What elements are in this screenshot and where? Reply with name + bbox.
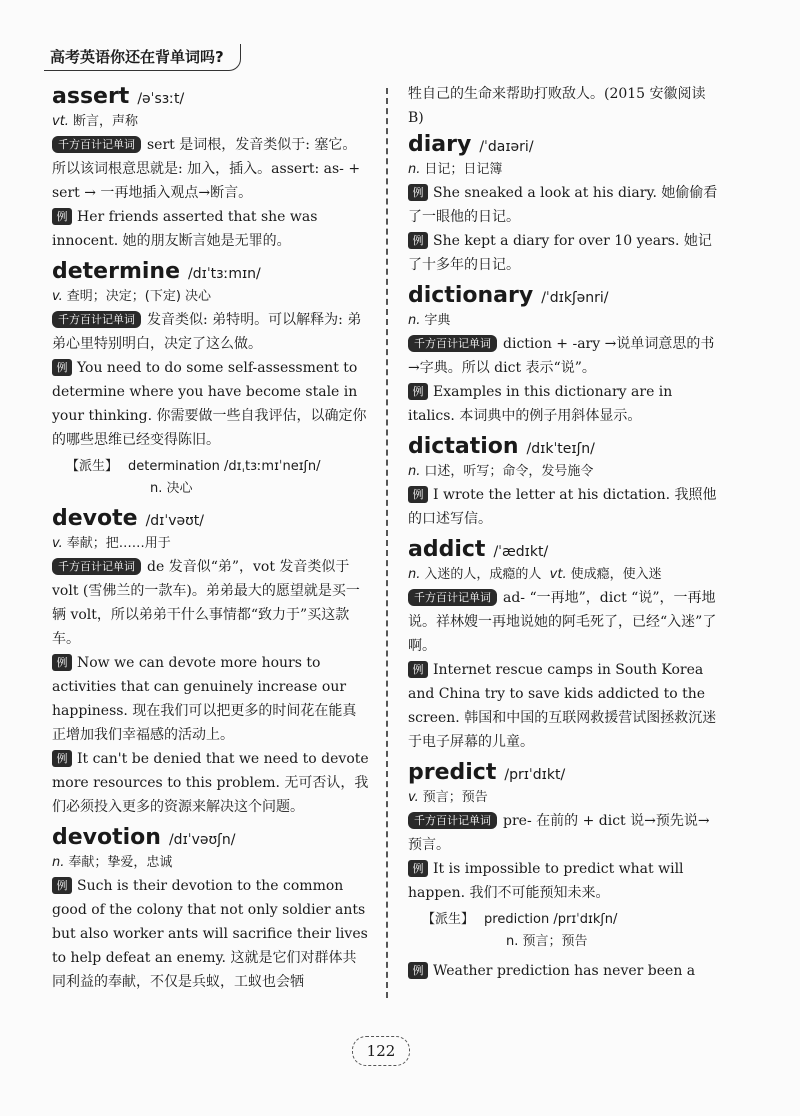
example-sentence: I wrote the letter at his dictation. 我照他的口述写信。 bbox=[408, 487, 717, 527]
derivative-word: prediction /prɪˈdɪkʃn/ bbox=[484, 912, 618, 927]
derivative-label: 【派生】 bbox=[66, 459, 119, 474]
headword: determine bbox=[52, 259, 181, 284]
example-sentence: She kept a diary for over 10 years. 她记了十多年的日记。 bbox=[408, 233, 712, 273]
phonetic: /dɪˈvəʊt/ bbox=[145, 513, 204, 529]
example-badge: 例 bbox=[408, 661, 428, 678]
part-of-speech: n. bbox=[408, 162, 421, 177]
phonetic: /ˈdaɪəri/ bbox=[479, 139, 534, 155]
example-sentence: Now we can devote more hours to activities that can genuinely increase our happiness. 现在我们可以把更多的时间花在能真正增加我们幸福感的活动上。 bbox=[52, 655, 357, 743]
continued-text: 牲自己的生命来帮助打败敌人。(2015 安徽阅读 B) bbox=[408, 86, 706, 126]
page-number: 122 bbox=[352, 1036, 410, 1066]
entry-devotion bbox=[52, 825, 370, 994]
meaning: 口述，听写；命令，发号施令 bbox=[424, 464, 594, 479]
meaning: 断言，声称 bbox=[72, 114, 138, 129]
part-of-speech: n. bbox=[408, 464, 421, 479]
memory-tip: ad- “一再地”，dict “说”，一再地说。祥林嫂一再地说她的阿毛死了，已经“入迷”了啊。 bbox=[408, 590, 717, 654]
part-of-speech: n. bbox=[408, 567, 421, 582]
entry-dictation bbox=[408, 434, 718, 531]
part-of-speech: v. bbox=[52, 536, 63, 551]
column-divider bbox=[386, 88, 388, 998]
headword: devotion bbox=[52, 825, 161, 850]
example-sentence: It is impossible to predict what will happen. 我们不可能预知未来。 bbox=[408, 861, 684, 901]
example-sentence: Her friends asserted that she was innocent. 她的朋友断言她是无罪的。 bbox=[52, 209, 318, 249]
example-badge: 例 bbox=[52, 654, 72, 671]
example-sentence: She sneaked a look at his diary. 她偷偷看了一眼他的日记。 bbox=[408, 185, 718, 225]
example-badge: 例 bbox=[408, 383, 428, 400]
phonetic: /ˈædɪkt/ bbox=[493, 544, 549, 560]
example-sentence: You need to do some self-assessment to determine where you have become stale in your thinking. 你需要做一些自我评估，以确定你的哪些思维已经变得陈旧。 bbox=[52, 360, 367, 448]
meaning-2: 使成瘾，使入迷 bbox=[570, 567, 662, 582]
headword: dictionary bbox=[408, 283, 534, 308]
example-badge: 例 bbox=[52, 750, 72, 767]
phonetic: /dɪˈvəʊʃn/ bbox=[168, 832, 236, 848]
meaning: 入迷的人，成瘾的人 bbox=[424, 567, 542, 582]
example-badge: 例 bbox=[408, 962, 428, 979]
part-of-speech: v. bbox=[52, 289, 63, 304]
headword: assert bbox=[52, 84, 130, 109]
entry-devote bbox=[52, 506, 370, 819]
memory-tip-badge: 千方百计记单词 bbox=[52, 311, 141, 328]
phonetic: /ˈdɪkʃənri/ bbox=[541, 290, 609, 306]
example-badge: 例 bbox=[52, 877, 72, 894]
example-badge: 例 bbox=[408, 184, 428, 201]
derivative-meaning: n. 决心 bbox=[150, 481, 193, 496]
memory-tip: pre- 在前的 + dict 说→预先说→预言。 bbox=[408, 813, 710, 853]
example-sentence: Weather prediction has never been a bbox=[433, 963, 696, 979]
part-of-speech: n. bbox=[408, 313, 421, 328]
book-header bbox=[44, 44, 241, 71]
phonetic: /dɪkˈteɪʃn/ bbox=[526, 441, 595, 457]
memory-tip-badge: 千方百计记单词 bbox=[408, 589, 497, 606]
memory-tip-badge: 千方百计记单词 bbox=[408, 335, 497, 352]
headword: dictation bbox=[408, 434, 519, 459]
phonetic: /dɪˈtɜːmɪn/ bbox=[188, 266, 261, 282]
part-of-speech-2: vt. bbox=[549, 567, 567, 582]
phonetic: /əˈsɜːt/ bbox=[137, 91, 185, 107]
example-badge: 例 bbox=[408, 860, 428, 877]
entry-diary bbox=[408, 132, 718, 277]
meaning: 查明；决定；(下定) 决心 bbox=[66, 289, 212, 304]
meaning: 奉献；挚爱，忠诚 bbox=[68, 855, 173, 870]
derivative bbox=[422, 909, 718, 953]
headword: devote bbox=[52, 506, 138, 531]
memory-tip: sert 是词根，发音类似于: 塞它。所以该词根意思就是: 加入，插入。assert: as- + sert → 一再地插入观点→断言。 bbox=[52, 137, 361, 201]
headword: predict bbox=[408, 760, 497, 785]
derivative-word: determination /dɪˌtɜːmɪˈneɪʃn/ bbox=[128, 459, 321, 474]
meaning: 奉献；把……用于 bbox=[66, 536, 171, 551]
example-badge: 例 bbox=[408, 486, 428, 503]
derivative bbox=[66, 456, 370, 500]
book-title: 高考英语你还在背单词吗? bbox=[50, 48, 224, 66]
memory-tip: diction + -ary →说单词意思的书→字典。所以 dict 表示“说”。 bbox=[408, 336, 715, 376]
part-of-speech: n. bbox=[52, 855, 65, 870]
example-sentence: It can't be denied that we need to devote more resources to this problem. 无可否认，我们必须投入更多的资源来解决这个问题。 bbox=[52, 751, 369, 815]
example-sentence: Internet rescue camps in South Korea and China try to save kids addicted to the screen. 韩国和中国的互联网救援营试图拯救沉迷于电子屏幕的儿童。 bbox=[408, 662, 717, 750]
meaning: 字典 bbox=[424, 313, 451, 328]
memory-tip: 发音类似: 弟特明。可以解释为: 弟弟心里特别明白，决定了这么做。 bbox=[52, 312, 362, 352]
part-of-speech: vt. bbox=[52, 114, 69, 129]
left-column bbox=[52, 82, 370, 1000]
entry-assert bbox=[52, 84, 370, 253]
phonetic: /prɪˈdɪkt/ bbox=[504, 767, 566, 783]
memory-tip-badge: 千方百计记单词 bbox=[408, 812, 497, 829]
derivative-meaning: n. 预言；预告 bbox=[506, 934, 588, 949]
right-column bbox=[408, 82, 718, 989]
memory-tip: de 发音似“弟”，vot 发音类似于 volt (雪佛兰的一款车)。弟弟最大的愿望就是买一辆 volt，所以弟弟干什么事情都“致力于”买这款车。 bbox=[52, 559, 360, 647]
entry-predict bbox=[408, 760, 718, 983]
headword: addict bbox=[408, 537, 486, 562]
example-badge: 例 bbox=[52, 359, 72, 376]
memory-tip-badge: 千方百计记单词 bbox=[52, 558, 141, 575]
entry-dictionary bbox=[408, 283, 718, 428]
memory-tip-badge: 千方百计记单词 bbox=[52, 136, 141, 153]
meaning: 预言；预告 bbox=[422, 790, 488, 805]
meaning: 日记；日记簿 bbox=[424, 162, 503, 177]
entry-determine bbox=[52, 259, 370, 500]
part-of-speech: v. bbox=[408, 790, 419, 805]
example-badge: 例 bbox=[52, 208, 72, 225]
derivative-label: 【派生】 bbox=[422, 912, 475, 927]
entry-addict bbox=[408, 537, 718, 754]
example-sentence: Examples in this dictionary are in italics. 本词典中的例子用斜体显示。 bbox=[408, 384, 673, 424]
example-badge: 例 bbox=[408, 232, 428, 249]
headword: diary bbox=[408, 132, 472, 157]
example-sentence: Such is their devotion to the common good of the colony that not only soldier ants but also worker ants will sacrifice their lives to help defeat an enemy. 这就是它们对群体共同利益的奉献，不仅是兵蚁，工蚁也会牺 bbox=[52, 878, 368, 990]
